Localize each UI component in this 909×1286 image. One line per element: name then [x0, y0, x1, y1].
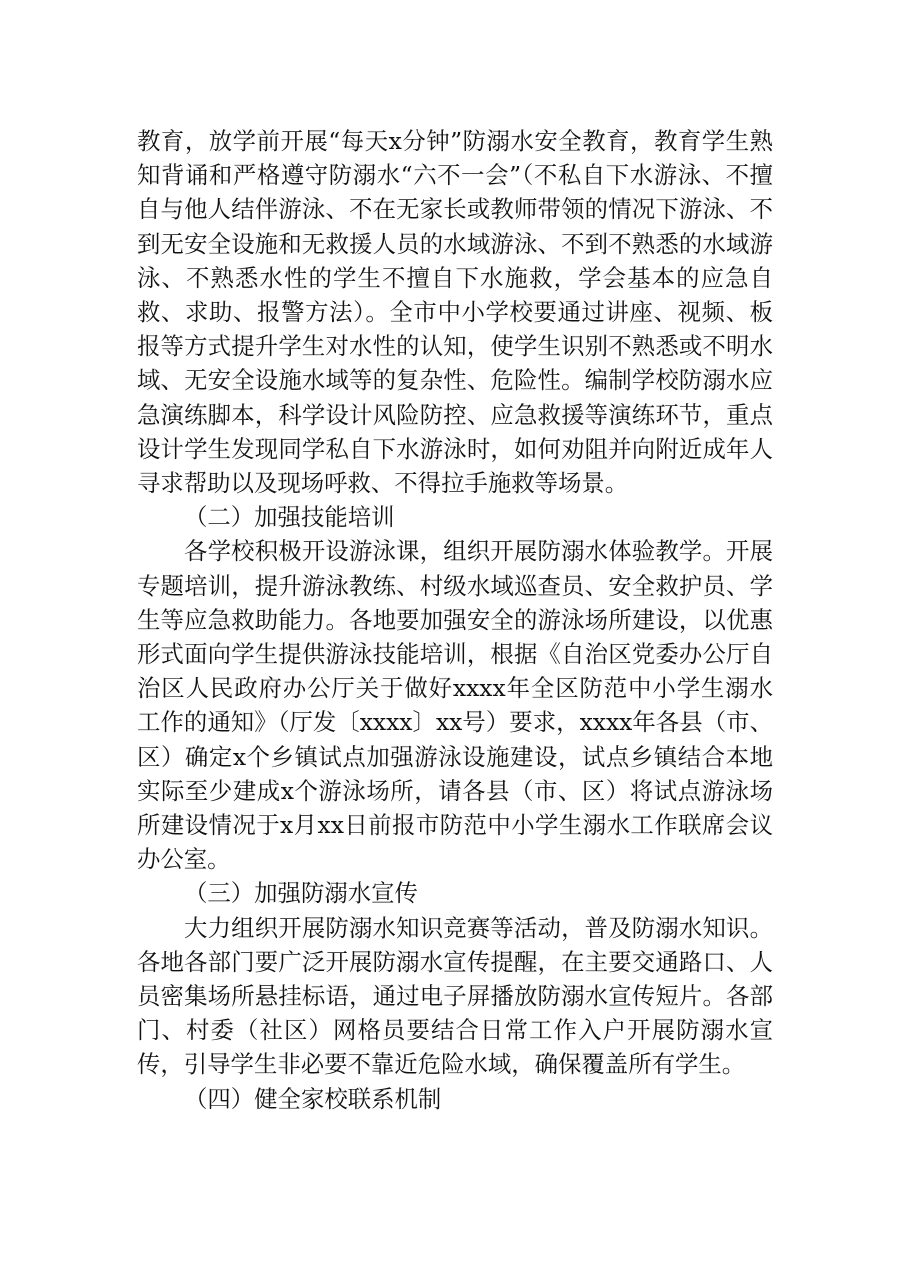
- paragraph-skills-training: 各学校积极开设游泳课，组织开展防溺水体验教学。开展专题培训，提升游泳教练、村级水域巡查员、安全救护员、学生等应急救助能力。各地要加强安全的游泳场所建设，以优惠形式面向学生提供游泳技能培训，根据《自治区党委办公厅自治区人民政府办公厅关于做好xxxx年全区防范中小学生溺水工作的通知》（厅发〔xxxx〕xx号）要求，xxxx年各县（市、区）确定x个乡镇试点加强游泳设施建设，试点乡镇结合本地实际至少建成x个游泳场所，请各县（市、区）将试点游泳场所建设情况于x月xx日前报市防范中小学生溺水工作联席会议办公室。: [137, 537, 773, 874]
- section-heading-publicity: （三）加强防溺水宣传: [184, 879, 418, 908]
- section-heading-home-school-mechanism: （四）健全家校联系机制: [184, 1084, 442, 1113]
- document-body: [137, 124, 773, 1116]
- section-heading-skills-training: （二）加强技能培训: [184, 503, 395, 532]
- paragraph-safety-education: 教育，放学前开展“每天x分钟”防溺水安全教育，教育学生熟知背诵和严格遵守防溺水“六不一会”（不私自下水游泳、不擅自与他人结伴游泳、不在无家长或教师带领的情况下游泳、不到无安全设施和无救援人员的水域游泳、不到不熟悉的水域游泳、不熟悉水性的学生不擅自下水施救，学会基本的应急自救、求助、报警方法）。全市中小学校要通过讲座、视频、板报等方式提升学生对水性的认知，使学生识别不熟悉或不明水域、无安全设施水域等的复杂性、危险性。编制学校防溺水应急演练脚本，科学设计风险防控、应急救援等演练环节，重点设计学生发现同学私自下水游泳时，如何劝阻并向附近成年人寻求帮助以及现场呼救、不得拉手施救等场景。: [137, 127, 773, 498]
- paragraph-publicity: 大力组织开展防溺水知识竞赛等活动，普及防溺水知识。各地各部门要广泛开展防溺水宣传提醒，在主要交通路口、人员密集场所悬挂标语，通过电子屏播放防溺水宣传短片。各部门、村委（社区）网格员要结合日常工作入户开展防溺水宣传，引导学生非必要不靠近危险水域，确保覆盖所有学生。: [137, 913, 773, 1079]
